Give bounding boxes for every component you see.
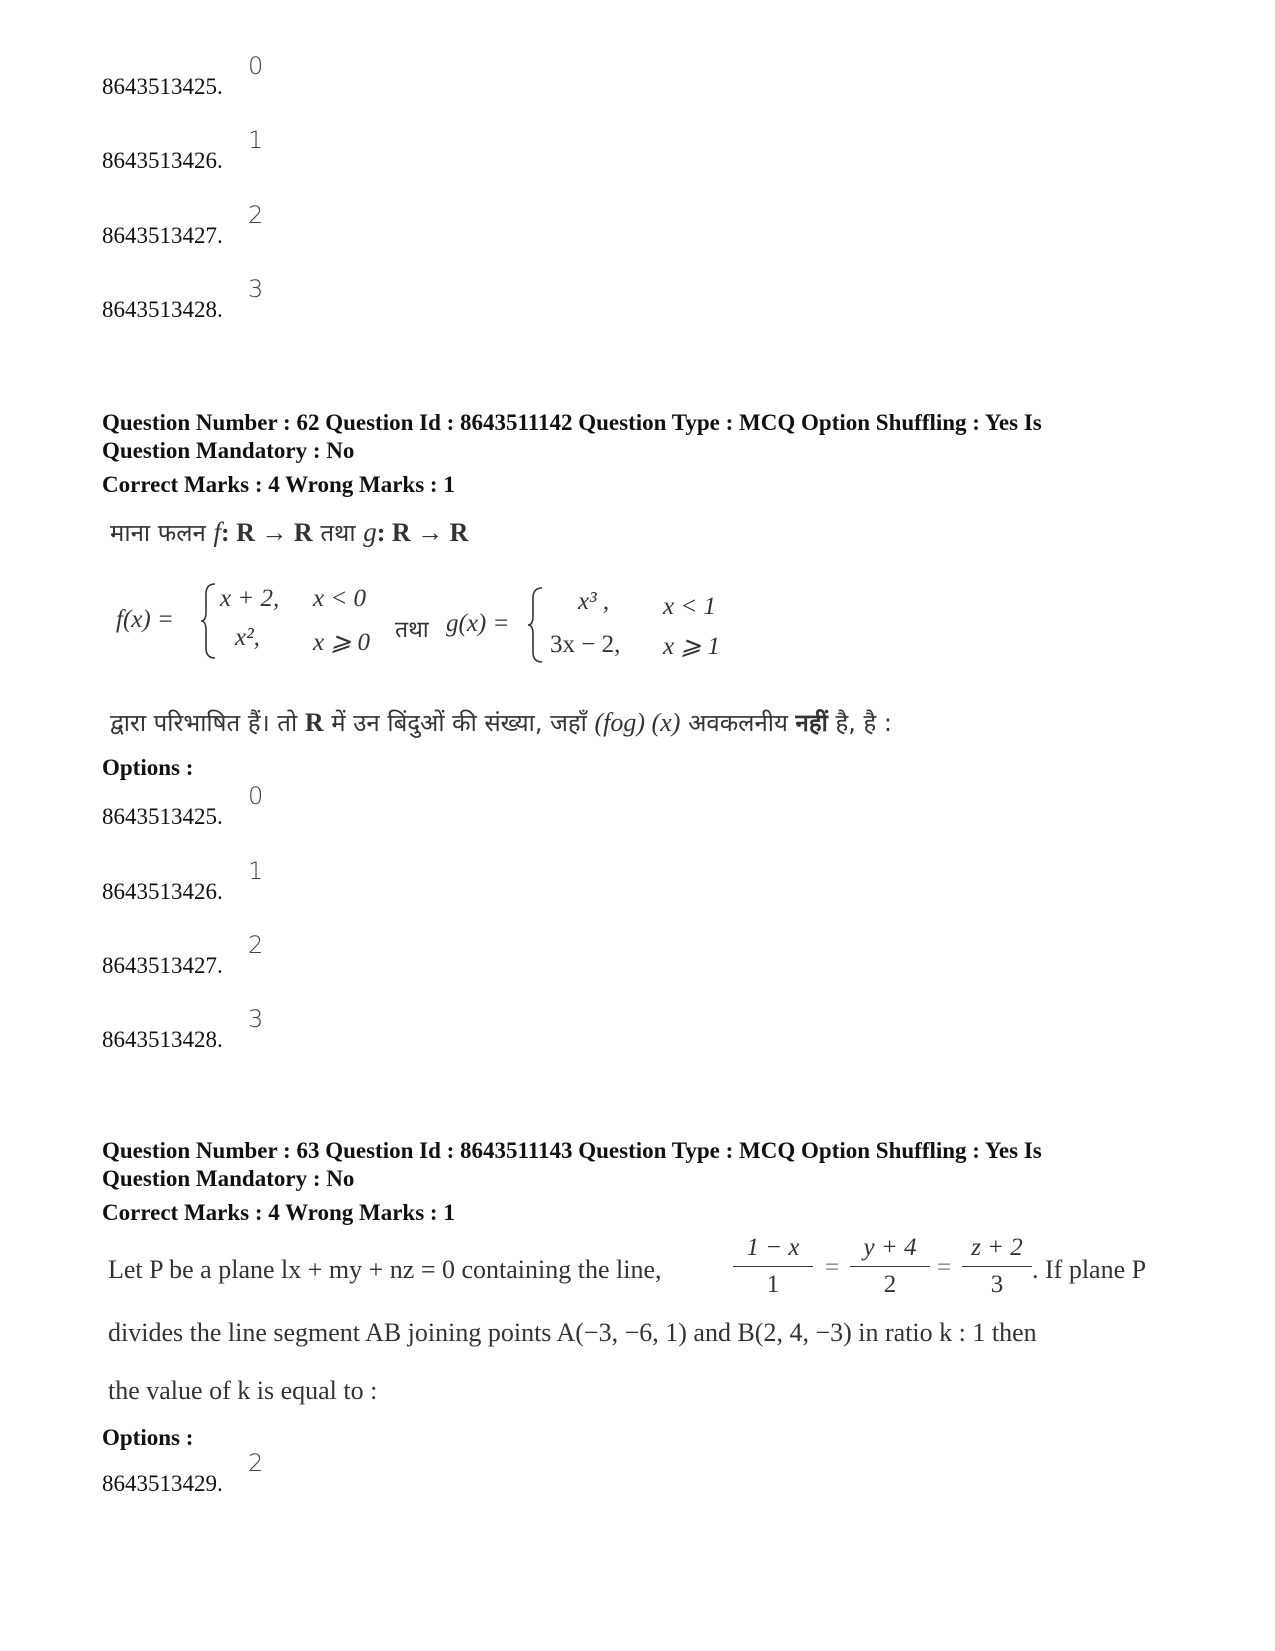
option-id: 8643513426.	[102, 148, 223, 173]
list-item	[102, 931, 502, 978]
fraction-denominator: 3	[990, 1271, 1004, 1298]
question-header	[102, 409, 1182, 465]
question-text-part: में उन बिंदुओं की संख्या, जहाँ	[331, 709, 587, 737]
question-text	[110, 706, 892, 739]
marks-line: Correct Marks : 4 Wrong Marks : 1	[102, 1200, 455, 1225]
question-header-line: Question Mandatory : No	[102, 438, 355, 463]
f-case2-expr: x²,	[235, 624, 260, 651]
options-label: Options :	[102, 755, 194, 780]
question-line: Let P be a plane lx + my + nz = 0 containing the line,	[108, 1255, 662, 1284]
list-item	[102, 126, 502, 173]
option-value: 0	[248, 52, 264, 80]
question-line: the value of k is equal to :	[108, 1376, 378, 1405]
equals-sign: =	[937, 1254, 952, 1281]
option-value: 1	[248, 857, 264, 885]
f-case1-expr: x + 2,	[220, 585, 280, 612]
question-text-part: अवकलनीय	[688, 709, 788, 737]
tatha-text: तथा	[395, 617, 429, 643]
option-value: 2	[248, 201, 264, 229]
option-value: 2	[248, 1449, 264, 1477]
list-item	[102, 782, 502, 829]
left-brace-icon	[200, 582, 218, 660]
question-header-line: Question Number : 63 Question Id : 8643511143 Question Type : MCQ Option Shuffling : Yes Is	[102, 1138, 1042, 1163]
fraction	[962, 1234, 1032, 1299]
option-id: 8643513425.	[102, 804, 223, 829]
left-brace-icon	[527, 586, 545, 664]
fraction-bar	[733, 1266, 813, 1267]
intro-map: : R → R	[221, 518, 313, 547]
question-header-line: Question Number : 62 Question Id : 8643511142 Question Type : MCQ Option Shuffling : Yes Is	[102, 410, 1042, 435]
option-id: 8643513428.	[102, 297, 223, 322]
option-value: 0	[248, 782, 264, 810]
option-id: 8643513427.	[102, 223, 223, 248]
option-id: 8643513428.	[102, 1027, 223, 1052]
fraction	[850, 1234, 930, 1299]
list-item	[102, 1449, 502, 1496]
g-case2-cond: x ⩾ 1	[663, 633, 721, 660]
marks-line: Correct Marks : 4 Wrong Marks : 1	[102, 472, 455, 497]
fraction-denominator: 1	[766, 1271, 780, 1298]
g-case2-expr: 3x − 2,	[550, 631, 621, 658]
list-item	[102, 857, 502, 904]
gx-label: g(x) =	[446, 610, 510, 637]
list-item	[102, 201, 502, 248]
list-item	[102, 52, 502, 99]
option-id: 8643513426.	[102, 879, 223, 904]
option-id: 8643513429.	[102, 1471, 223, 1496]
f-case1-cond: x < 0	[313, 585, 366, 612]
g-case1-cond: x < 1	[663, 593, 716, 620]
intro-f: f	[213, 517, 221, 547]
list-item	[102, 275, 502, 322]
question-intro	[110, 516, 468, 549]
g-case1-expr: x³ ,	[578, 588, 610, 615]
intro-g: g	[363, 517, 377, 547]
fraction-bar	[850, 1266, 930, 1267]
fraction-numerator: y + 4	[863, 1234, 917, 1261]
question-text-part: द्वारा परिभाषित हैं। तो	[110, 709, 298, 737]
f-case2-cond: x ⩾ 0	[313, 629, 371, 656]
fx-label: f(x) =	[116, 606, 174, 633]
question-text-part: है, है :	[835, 709, 892, 737]
option-id: 8643513425.	[102, 74, 223, 99]
option-id: 8643513427.	[102, 953, 223, 978]
equals-sign: =	[825, 1254, 840, 1281]
option-value: 1	[248, 126, 264, 154]
option-value: 3	[248, 1005, 264, 1033]
fraction-numerator: 1 − x	[746, 1234, 800, 1261]
question-header	[102, 1137, 1182, 1193]
intro-map: : R → R	[376, 518, 469, 547]
question-r: R	[304, 708, 324, 737]
intro-text: तथा	[320, 519, 356, 547]
fraction-denominator: 2	[883, 1271, 897, 1298]
question-text-bold: नहीं	[795, 709, 828, 737]
options-label: Options :	[102, 1425, 194, 1450]
fraction	[733, 1234, 813, 1299]
intro-text: माना फलन	[110, 519, 206, 547]
list-item	[102, 1005, 502, 1052]
option-value: 3	[248, 275, 264, 303]
fraction-bar	[962, 1266, 1032, 1267]
question-line: . If plane P	[1032, 1255, 1147, 1284]
question-fog: (fog) (x)	[594, 708, 681, 737]
question-header-line: Question Mandatory : No	[102, 1166, 355, 1191]
question-line: divides the line segment AB joining points A(−3, −6, 1) and B(2, 4, −3) in ratio k : 1 then	[108, 1318, 1037, 1347]
fraction-numerator: z + 2	[971, 1234, 1023, 1261]
option-value: 2	[248, 931, 264, 959]
